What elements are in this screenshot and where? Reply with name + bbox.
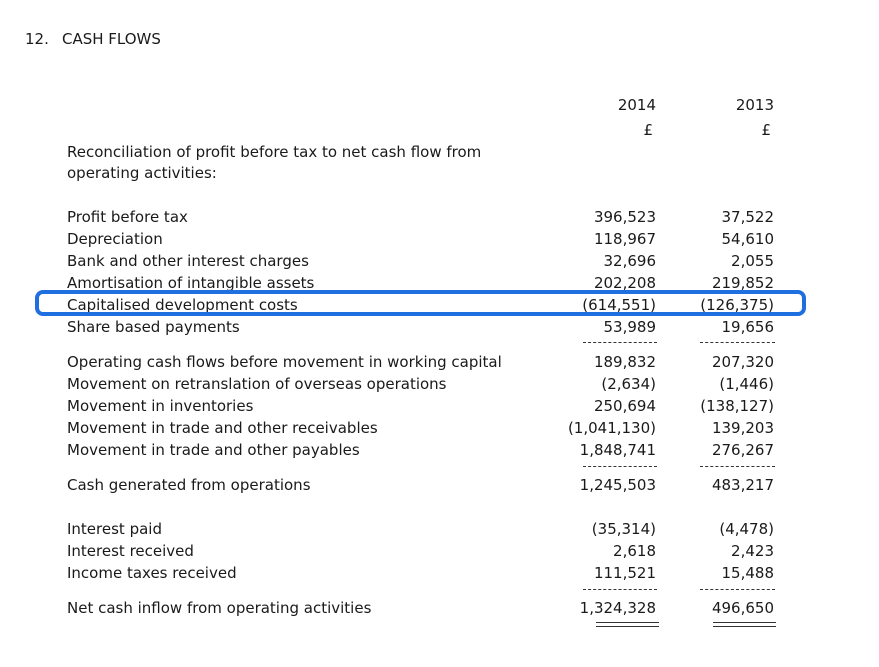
column-header-2013: 2013 bbox=[735, 96, 774, 114]
separator-dashed bbox=[700, 342, 775, 343]
row-value-2013: 219,852 bbox=[711, 274, 774, 292]
column-header-2014: 2014 bbox=[617, 96, 656, 114]
intro-line-1: Reconciliation of profit before tax to net cash flow from bbox=[67, 143, 482, 161]
currency-2014: £ bbox=[643, 121, 653, 139]
row-value-2013: 496,650 bbox=[711, 599, 774, 617]
row-value-2013: 2,055 bbox=[731, 252, 774, 270]
row-label: Income taxes received bbox=[67, 564, 237, 582]
row-value-2013: 139,203 bbox=[711, 419, 774, 437]
row-label: Net cash inflow from operating activities bbox=[67, 599, 372, 617]
row-value-2013: (1,446) bbox=[719, 375, 774, 393]
currency-2013: £ bbox=[761, 121, 771, 139]
intro-line-2: operating activities: bbox=[67, 164, 217, 182]
row-value-2014: 189,832 bbox=[593, 353, 656, 371]
row-value-2014: 118,967 bbox=[593, 230, 656, 248]
row-value-2013: (4,478) bbox=[719, 520, 774, 538]
row-value-2013: 19,656 bbox=[721, 318, 774, 336]
row-label: Movement in inventories bbox=[67, 397, 254, 415]
row-value-2013: 483,217 bbox=[711, 476, 774, 494]
row-value-2013: (138,127) bbox=[700, 397, 774, 415]
row-value-2014: (2,634) bbox=[601, 375, 656, 393]
row-label: Movement in trade and other receivables bbox=[67, 419, 378, 437]
row-value-2013: 37,522 bbox=[721, 208, 774, 226]
row-value-2013: 2,423 bbox=[731, 542, 774, 560]
row-value-2013: (126,375) bbox=[700, 296, 774, 314]
row-value-2014: (1,041,130) bbox=[567, 419, 656, 437]
row-label: Cash generated from operations bbox=[67, 476, 311, 494]
separator-dashed bbox=[583, 342, 657, 343]
row-value-2014: 2,618 bbox=[613, 542, 656, 560]
row-value-2014: 111,521 bbox=[593, 564, 656, 582]
row-value-2013: 207,320 bbox=[711, 353, 774, 371]
row-label: Operating cash flows before movement in working capital bbox=[67, 353, 502, 371]
row-label: Profit before tax bbox=[67, 208, 188, 226]
row-value-2014: 53,989 bbox=[603, 318, 656, 336]
row-value-2013: 54,610 bbox=[721, 230, 774, 248]
row-value-2013: 276,267 bbox=[711, 441, 774, 459]
row-label: Movement in trade and other payables bbox=[67, 441, 360, 459]
row-value-2014: 1,848,741 bbox=[579, 441, 656, 459]
row-label: Amortisation of intangible assets bbox=[67, 274, 315, 292]
row-value-2014: 1,324,328 bbox=[579, 599, 656, 617]
row-value-2014: 32,696 bbox=[603, 252, 656, 270]
row-value-2014: 1,245,503 bbox=[579, 476, 656, 494]
row-label: Interest paid bbox=[67, 520, 162, 538]
total-double-underline bbox=[713, 622, 776, 627]
row-label: Share based payments bbox=[67, 318, 240, 336]
separator-dashed bbox=[583, 466, 657, 467]
row-label: Depreciation bbox=[67, 230, 163, 248]
row-label: Movement on retranslation of overseas operations bbox=[67, 375, 447, 393]
row-value-2014: (614,551) bbox=[582, 296, 656, 314]
row-label: Interest received bbox=[67, 542, 194, 560]
row-value-2014: 250,694 bbox=[593, 397, 656, 415]
separator-dashed bbox=[700, 466, 775, 467]
separator-dashed bbox=[583, 589, 657, 590]
row-label: Capitalised development costs bbox=[67, 296, 298, 314]
row-value-2014: 202,208 bbox=[593, 274, 656, 292]
section-title: CASH FLOWS bbox=[62, 30, 161, 48]
section-number: 12. bbox=[25, 30, 49, 48]
row-label: Bank and other interest charges bbox=[67, 252, 309, 270]
row-value-2014: 396,523 bbox=[593, 208, 656, 226]
row-value-2013: 15,488 bbox=[721, 564, 774, 582]
total-double-underline bbox=[596, 622, 659, 627]
separator-dashed bbox=[700, 589, 775, 590]
row-value-2014: (35,314) bbox=[591, 520, 656, 538]
highlight-box bbox=[35, 290, 806, 316]
